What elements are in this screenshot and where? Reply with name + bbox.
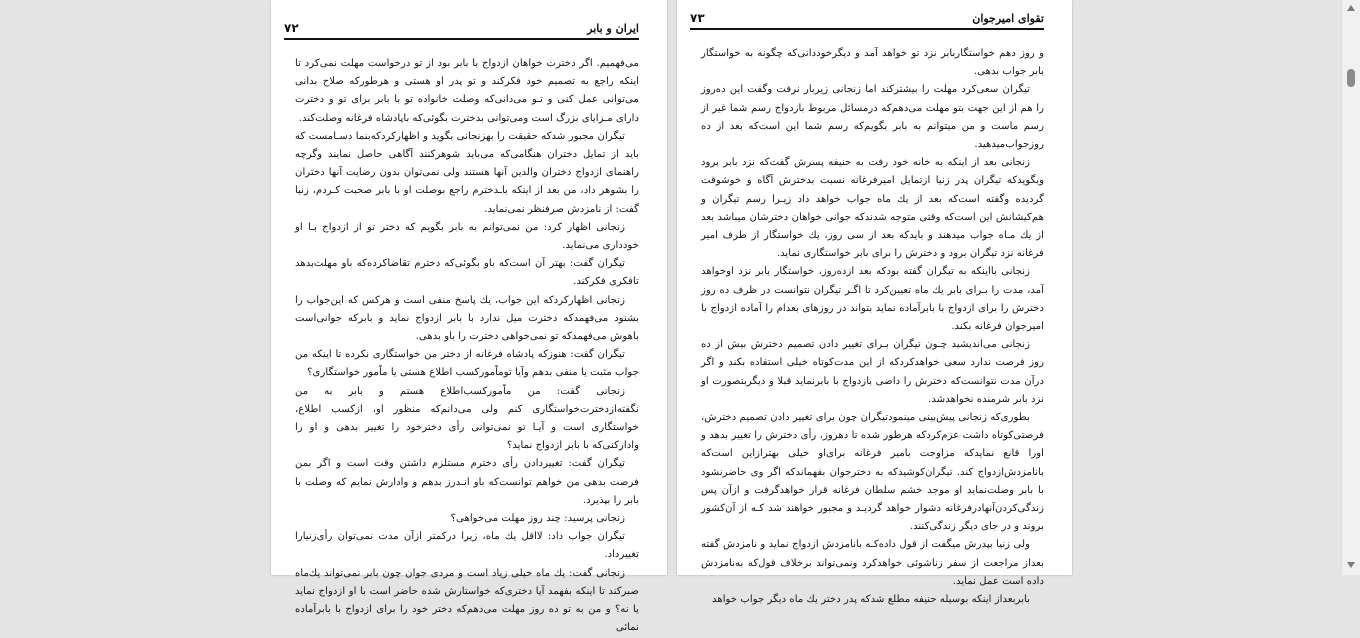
scroll-down-arrow-icon[interactable] — [1347, 562, 1355, 568]
paragraph: ولی زنیا بپدرش میگفت از قول داده‌کـه بانامزدش ازدواج نماید و نامزدش گفته بعداز مراجعت از سفر زناشوئی خواهدکرد ونمی‌تواند برخلاف قول‌که به‌نامزدش داده است عمل نماید. — [701, 539, 1044, 587]
paragraph: زنجانی می‌اندیشید چـون تیگران بـرای تغییر دادن تصمیم دخترش بیش از ده روز فرصت ندارد سعی خواهدکردکه از این مدت‌کوتاه خیلی استفاده بکند و اگر درآن مدت نتوانست‌که دخترش را داضی بازدواج با بابرنماید قبلا و دیگربتصورت او نزد بابر شرمنده نخواهدشد. — [701, 339, 1044, 405]
page-72 — [271, 0, 667, 634]
page-number: ۷۳ — [690, 11, 705, 25]
paragraph: تیگران گفت: تغییردادن رأی دخترم مستلزم داشتن وقت است و اگر بمن فرصت بدهی من خواهم توانست‌که باو انـدرز بدهم و وادارش نمایم که وصلت با بابر را بپذیرد. — [295, 458, 639, 506]
running-title: ایران و بابر — [587, 21, 639, 35]
page-header — [690, 10, 1044, 26]
paragraph: تیگران گفت: بهتر آن است‌که باو بگوئی‌که دخترم تقاضاکرده‌که باو مهلت‌بدهد تافکری فکرکند. — [295, 258, 639, 288]
paragraph: و روز دهم خواستگاربابر نزد تو خواهد آمد و دیگرخوددانی‌که چگونه به خواستگار بابر جواب بدهی. — [701, 48, 1044, 78]
paragraph: زنجانی اظهارکردکه این جواب، یك پاسخ منفی است و هرکس که این‌جواب را بشنود می‌فهمدکه دخترت میل ندارد با بابر ازدواج نماید و بابرکه جوانی‌است با‌هوش می‌فهمدکه تو نمی‌خواهی دخترت را باو بدهی. — [295, 294, 639, 343]
page-header — [284, 20, 639, 36]
paragraph: می‌فهمیم. اگر دخترت خواهان ازدواج با بابر بود از تو درخواست مهلت نمی‌کرد تا اینکه راجع به تصمیم خود فکرکند و تو پدر او هستی و هرطورکه صلاح بدانی می‌توانی عمل کنی و تـو می‌دانی‌که وصلت خانواده تو با بابر برای تو و دخترت دارای مـزایای بزرگ است ومی‌توانی بدخترت بگوئی‌که باپادشاه فرغانه وصلت‌کند. — [295, 58, 639, 124]
page-body — [701, 45, 1044, 609]
paragraph: زنجانی اظهار کرد: من نمی‌توانم به بابر بگویم که دختر تو از ازدواج بـا او خودداری می‌نماید. — [295, 221, 639, 252]
scroll-up-arrow-icon[interactable] — [1347, 5, 1355, 11]
paragraph: زنجانی پرسید: چند روز مهلت می‌خواهی؟ — [450, 513, 625, 525]
paragraph: زنجانی گفت: یك ماه خیلی زیاد است و مردی جوان چون بابر نمی‌تواند یك‌ماه صبرکند تا اینکه بفهمد آیا دختری‌که خواستارش شده حاضر است با او ازدواج نماید یا نه؟ و من به تو ده روز مهلت می‌دهم‌که دختر خود را برای ازدواج با بابرآماده نمائی — [295, 567, 639, 634]
running-title: تقوای امیرجوان — [972, 11, 1044, 25]
vertical-scrollbar[interactable] — [1341, 0, 1360, 575]
paragraph: تیگران گفت: هنوزکه پادشاه فرغانه از دختر من خواستگاری نکرده تا اینکه من جواب مثبت یا منفی بدهم وآیا توماًمورکسب اطلاع هستی یا ماًمور خواستگاری؟ — [295, 349, 639, 379]
paragraph: زنجانی گفت: من ماًمورکسب‌اطلاع هستم و بابر به من نگفته‌ازدخترت‌خواستگاری کنم ولی می‌دانم‌که منظور او، ازکسب اطلاع، خواستگاری است و آیـا تو نمی‌توانی رأی دخترخود را تغییر بدهی و او را وادارکنی‌که با بابر ازدواج نماید؟ — [295, 385, 639, 452]
paragraph: زنجانی بعد از اینکه به خانه خود رفت به حنیفه پسرش گفت‌که نزد بابر برود وبگویدکه تیگران پدر زنیا ازتمایل امیرفرغانه نسبت بدخترش آگاه و خوشوقت گردیده وگفته است‌که بعد از یك ماه جواب خواهد داد زیـرا رسم تیگران و هم‌کیشانش این است‌که وقتی متوجه شدندکه جوانی خواهان دخترشان میباشد بعد از یك مـاه جواب میدهند و بایدکه بعد از سی روز، یك خواستگار از طرف امیر فرغانه نزد تیگران برود و دخترش را برای بابر خواستگاری نماید. — [701, 157, 1044, 260]
page-body — [295, 55, 639, 638]
page-number: ۷۲ — [284, 21, 299, 35]
paragraph: تیگران جواب داد: لااقل یك ماه، زیرا درکمتر ازآن مدت نمی‌توان رأی‌زنیارا تغییرداد. — [295, 531, 639, 561]
header-rule — [690, 28, 1044, 30]
page-73 — [677, 0, 1072, 606]
paragraph: بطوری‌که زنجانی پیش‌بینی مینمودتیگران چون برای تغییر دادن تصمیم دخترش، فرصتی‌کوتاه داشت عزم‌کردکه هرطور شده تا دهروز، رأی دخترش را تغییر بدهد و اورا قانع نمایدکه مزاوجت بامیر فرغانه برای‌او خیلی بهترازاین است‌که بانامزدش‌ازدواج کند. تیگران‌کوشیدکه به دخترجوان بفهماندکه اگر وی حاضرنشود با بابر وصلت‌نماید او موجد خشم سلطان فرغانه قرار خواهدگرفت و ازآن پس زندگی‌کردن‌آنهادرفرغانه دشوار خواهد گردیـد و مجبور خواهند شد کـه از آن‌کشور بروند و در جای دیگر زندگی‌کنند. — [701, 412, 1044, 533]
scrollbar-thumb[interactable] — [1347, 69, 1355, 87]
paragraph: زنجانی بااینکه به تیگران گفته بودکه بعد ازده‌روز، خواستگار بابر نزد اوخواهد آمد، مدت را بـرای بابر یك ماه تعیین‌کرد تا اگـر تیگران نتوانست در ظرف ده روز دخترش را برای ازدواج با بابرآماده نماید بتواند در روزهای بعدام را آماده ازدواج با امیرجوان فرغانه بکند. — [701, 266, 1044, 333]
header-rule — [284, 38, 639, 40]
paragraph: بابربعداز اینکه بوسیله حنیفه مطلع شدکه پدر دختر یك ماه دیگر جواب خواهد — [711, 594, 1030, 606]
paragraph: تیگران سعی‌کرد مهلت را بیشترکند اما زنجانی زیربار نرفت وگفت این ده‌روز را هم از این جهت بتو مهلت می‌دهم‌که درمسائل مربوط بازدواج رسم شما غیر از رسم ماست و من میتوانم به بابر بگویم‌که رسم شما این است‌که بعد از ده روزجواب‌میدهید. — [701, 84, 1044, 151]
paragraph: تیگران مجبور شدکه حقیقت را بهزنجانی بگوید و اظهارکردکه‌بنما دسـامست که باید از تمایل دختران هنگامی‌که می‌باید شوهرکنند آگاهی حاصل نمایند وگرچه راهنمای ازدواج دختران والدین آنها هستند ولی نمی‌توان بدون رضایت آنها دختران را بشوهر داد، من بعد از اینکه باـدخترم راجع بوصلت او با بابر صحبت کـردم، زنیا گفت: از نامزدش صرفنظر نمی‌نماید. — [295, 130, 639, 215]
